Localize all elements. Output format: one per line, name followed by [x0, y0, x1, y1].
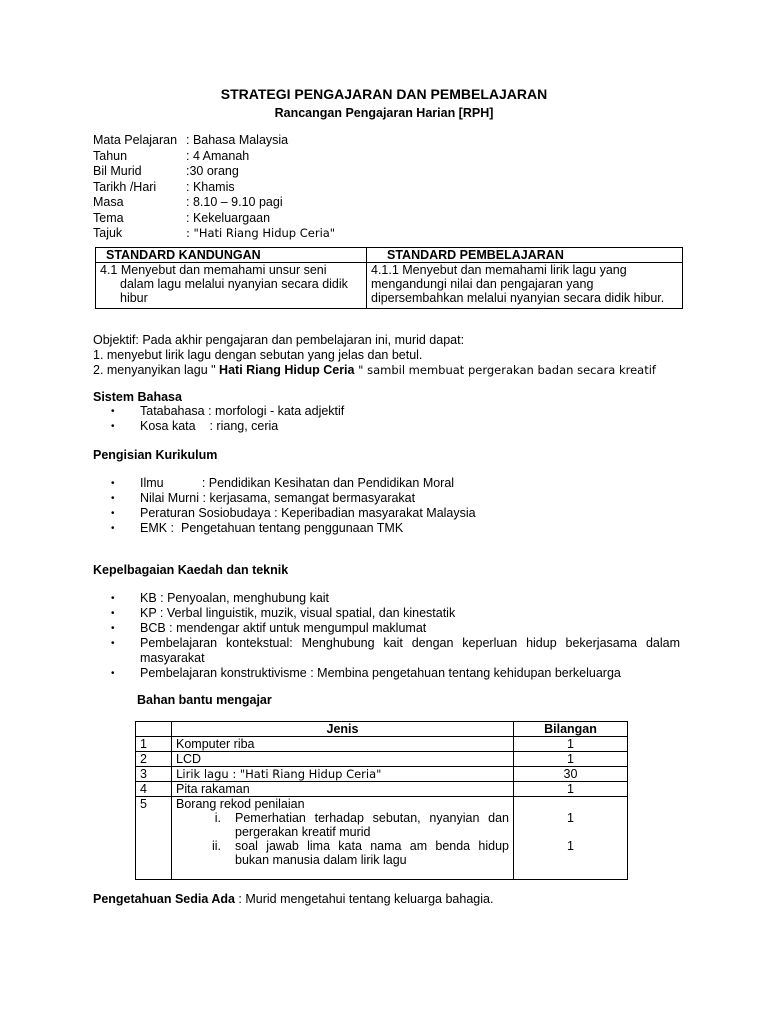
- table-row: 3 Lirik lagu : "Hati Riang Hidup Ceria" 30: [136, 767, 628, 782]
- page-subtitle: Rancangan Pengajaran Harian [RPH]: [274, 106, 494, 120]
- table-row: 2 LCD 1: [136, 752, 628, 767]
- kaedah-section: Kepelbagaian Kaedah dan teknik • KB : Penyoalan, menghubung kait • KP : Verbal linguistik, muzik, visual spatial, dan kinestatik • BCB : mendengar aktif untuk mengumpul maklumat • Pembelajaran kontekstual: Menghubung kait dengan keperluan hidup bekerjasama dalam masyarakat • Pembelajaran konstruktivisme : Membina pengetahuan tentang kehidupan berkeluarga: [93, 563, 680, 681]
- list-item: • KB : Penyoalan, menghubung kait: [93, 591, 680, 606]
- header-jenis: Jenis: [172, 722, 514, 737]
- list-item: • KP : Verbal linguistik, muzik, visual spatial, dan kinestatik: [93, 606, 680, 621]
- sub-item: i. Pemerhatian terhadap sebutan, nyanyian dan pergerakan kreatif murid: [214, 811, 509, 839]
- header-standard-kandungan: STANDARD KANDUNGAN: [96, 248, 367, 263]
- sedia-ada-section: Pengetahuan Sedia Ada : Murid mengetahui tentang keluarga bahagia.: [93, 892, 494, 906]
- list-item: • Ilmu : Pendidikan Kesihatan dan Pendidikan Moral: [93, 476, 476, 491]
- standards-table: [95, 247, 683, 309]
- info-row: Tahun : 4 Amanah: [93, 148, 250, 163]
- objektif-section: Objektif: Pada akhir pengajaran dan pembelajaran ini, murid dapat: 1. menyebut lirik lagu dengan sebutan yang jelas dan betul. 2. menyanyikan lagu " Hati Riang Hidup Ceria " sambil membuat pergerakan badan secara kreatif: [93, 333, 656, 377]
- sistem-bahasa-section: Sistem Bahasa • Tatabahasa : morfologi - kata adjektif • Kosa kata : riang, ceria: [93, 390, 344, 434]
- info-row: Bil Murid :30 orang: [93, 164, 239, 178]
- lesson-info: [93, 133, 335, 242]
- info-row: Tajuk : "Hati Riang Hidup Ceria": [93, 226, 336, 240]
- list-item: • Pembelajaran kontekstual: Menghubung kait dengan keperluan hidup bekerjasama dalam masyarakat: [93, 636, 680, 666]
- list-item: • EMK : Pengetahuan tentang penggunaan TMK: [93, 521, 476, 536]
- pengisian-kurikulum-section: Pengisian Kurikulum • Ilmu : Pendidikan Kesihatan dan Pendidikan Moral • Nilai Murni : kerjasama, semangat bermasyarakat • Peraturan Sosiobudaya : Keperibadian masyarakat Malaysia • EMK : Pengetahuan tentang penggunaan TMK: [93, 448, 476, 536]
- info-row: Masa : 8.10 – 9.10 pagi: [93, 195, 283, 209]
- list-item: • Kosa kata : riang, ceria: [93, 419, 344, 434]
- bahan-table: [135, 721, 628, 880]
- info-row: Tema : Kekeluargaan: [93, 210, 271, 225]
- standard-kandungan-cell: 4.1 Menyebut dan memahami unsur seni dalam lagu melalui nyanyian secara didik hibur: [96, 263, 367, 309]
- list-item: • Peraturan Sosiobudaya : Keperibadian masyarakat Malaysia: [93, 506, 476, 521]
- list-item: • Pembelajaran konstruktivisme : Membina pengetahuan tentang kehidupan berkeluarga: [93, 666, 680, 681]
- standard-pembelajaran-cell: 4.1.1 Menyebut dan memahami lirik lagu yang mengandungi nilai dan pengajaran yang dipersembahkan melalui nyanyian secara didik hibur.: [367, 263, 683, 309]
- bahan-heading: Bahan bantu mengajar: [137, 693, 272, 707]
- list-item: • BCB : mendengar aktif untuk mengumpul maklumat: [93, 621, 680, 636]
- sub-item: ii. soal jawab lima kata nama am benda hidup bukan manusia dalam lirik lagu: [211, 839, 509, 867]
- header-standard-pembelajaran: STANDARD PEMBELAJARAN: [367, 248, 683, 263]
- info-row: Mata Pelajaran : Bahasa Malaysia: [93, 133, 289, 147]
- table-row: 5 Borang rekod penilaian i. Pemerhatian terhadap sebutan, nyanyian dan pergerakan kreatif murid ii. soal jawab lima kata nama am benda hidup bukan manusia dalam lirik lagu 1 1: [136, 797, 628, 880]
- page-title: STRATEGI PENGAJARAN DAN PEMBELAJARAN: [220, 86, 548, 102]
- info-row: Tarikh /Hari : Khamis: [93, 179, 235, 194]
- table-row: 1 Komputer riba 1: [136, 737, 628, 752]
- list-item: • Nilai Murni : kerjasama, semangat bermasyarakat: [93, 491, 476, 506]
- list-item: • Tatabahasa : morfologi - kata adjektif: [93, 404, 344, 419]
- objektif-item-2: 2. menyanyikan lagu " Hati Riang Hidup Ceria " sambil membuat pergerakan badan secara kreatif: [93, 363, 656, 377]
- table-row: 4 Pita rakaman 1: [136, 782, 628, 797]
- header-bilangan: Bilangan: [514, 722, 628, 737]
